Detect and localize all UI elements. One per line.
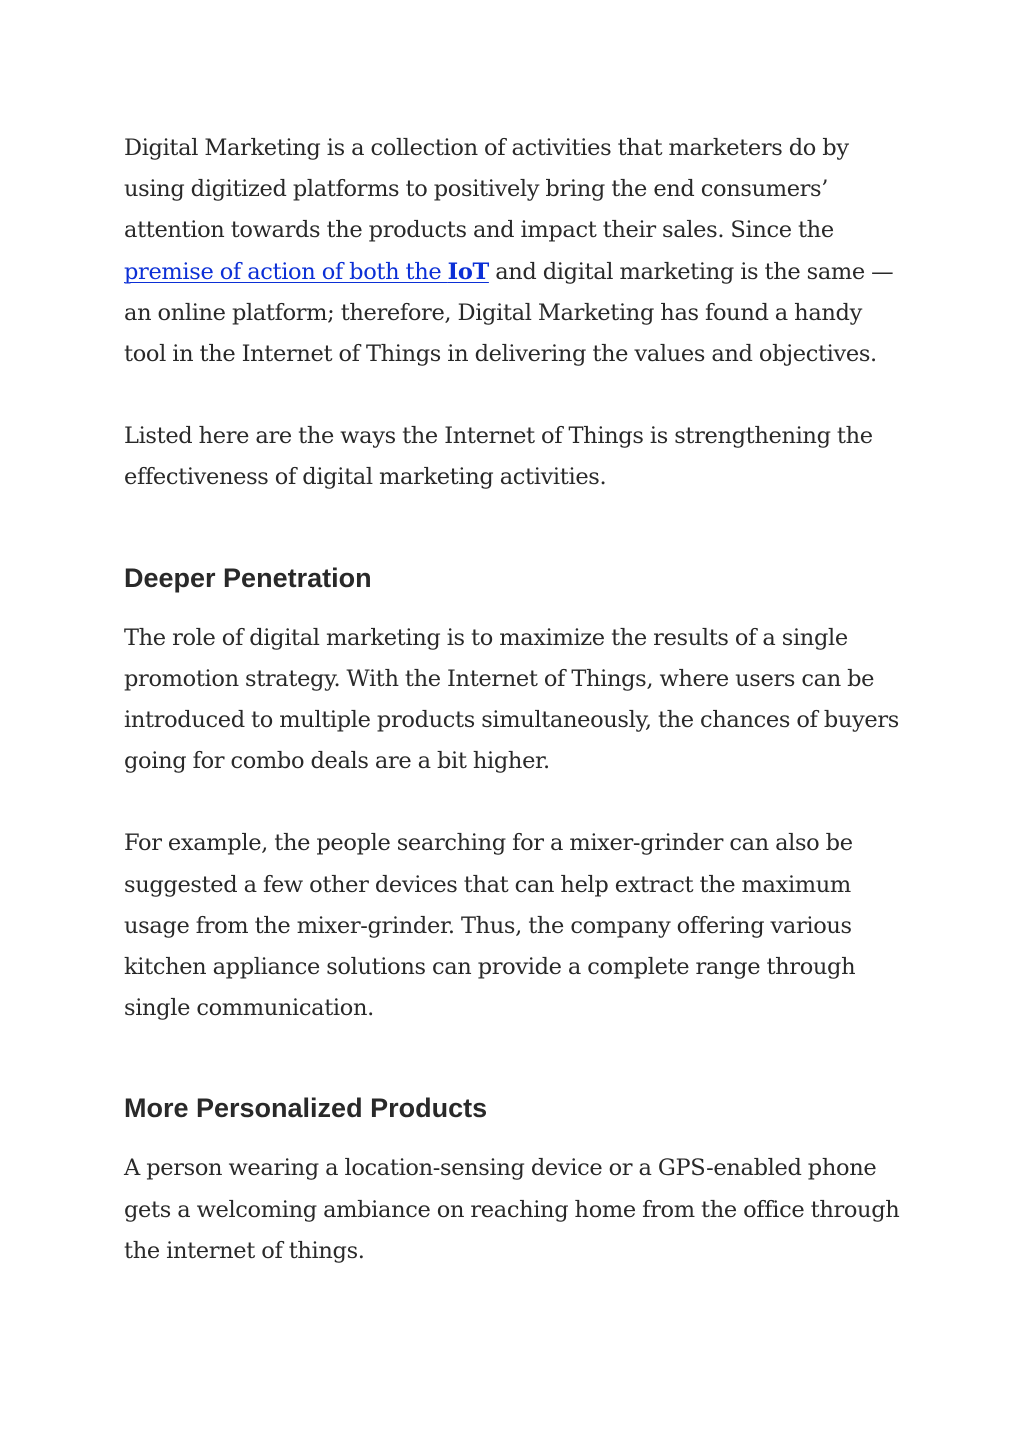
- intro-text-end: and digital marketing is the same — an online platform; therefore, Digital Marketing has found a handy tool in the Internet of Things in delivering the values and objectives.: [124, 258, 894, 368]
- paragraph-example: For example, the people searching for a mixer-grinder can also be suggested a few other devices that can help extract the maximum usage from the mixer-grinder. Thus, the company offering various kitchen appliance solutions can provide a complete range through single communication.: [124, 830, 856, 1022]
- intro-paragraph: [124, 128, 904, 375]
- listed-paragraph: Listed here are the ways the Internet of Things is strengthening the effectiveness of digital marketing activities.: [124, 423, 873, 491]
- link-text: premise of action of both the: [124, 258, 448, 285]
- link-bold-text: IoT: [447, 258, 489, 285]
- paragraph-role: The role of digital marketing is to maximize the results of a single promotion strategy. With the Internet of Things, where users can be introduced to multiple products simultaneously, the chances of buyers going for combo deals are a bit higher.: [124, 624, 899, 775]
- section-heading-deeper-penetration: Deeper Penetration: [124, 562, 372, 593]
- section-heading-personalized-products: More Personalized Products: [124, 1093, 488, 1124]
- intro-text-start: Digital Marketing is a collection of activities that marketers do by using digitized platforms to positively bring the end consumers’ attention towards the products and impact their sales. Since the: [124, 135, 849, 244]
- article-body: [124, 128, 904, 1272]
- iot-premise-link[interactable]: [124, 259, 489, 285]
- paragraph-person: A person wearing a location-sensing device or a GPS-enabled phone gets a welcoming ambiance on reaching home from the office through the internet of things.: [124, 1155, 900, 1264]
